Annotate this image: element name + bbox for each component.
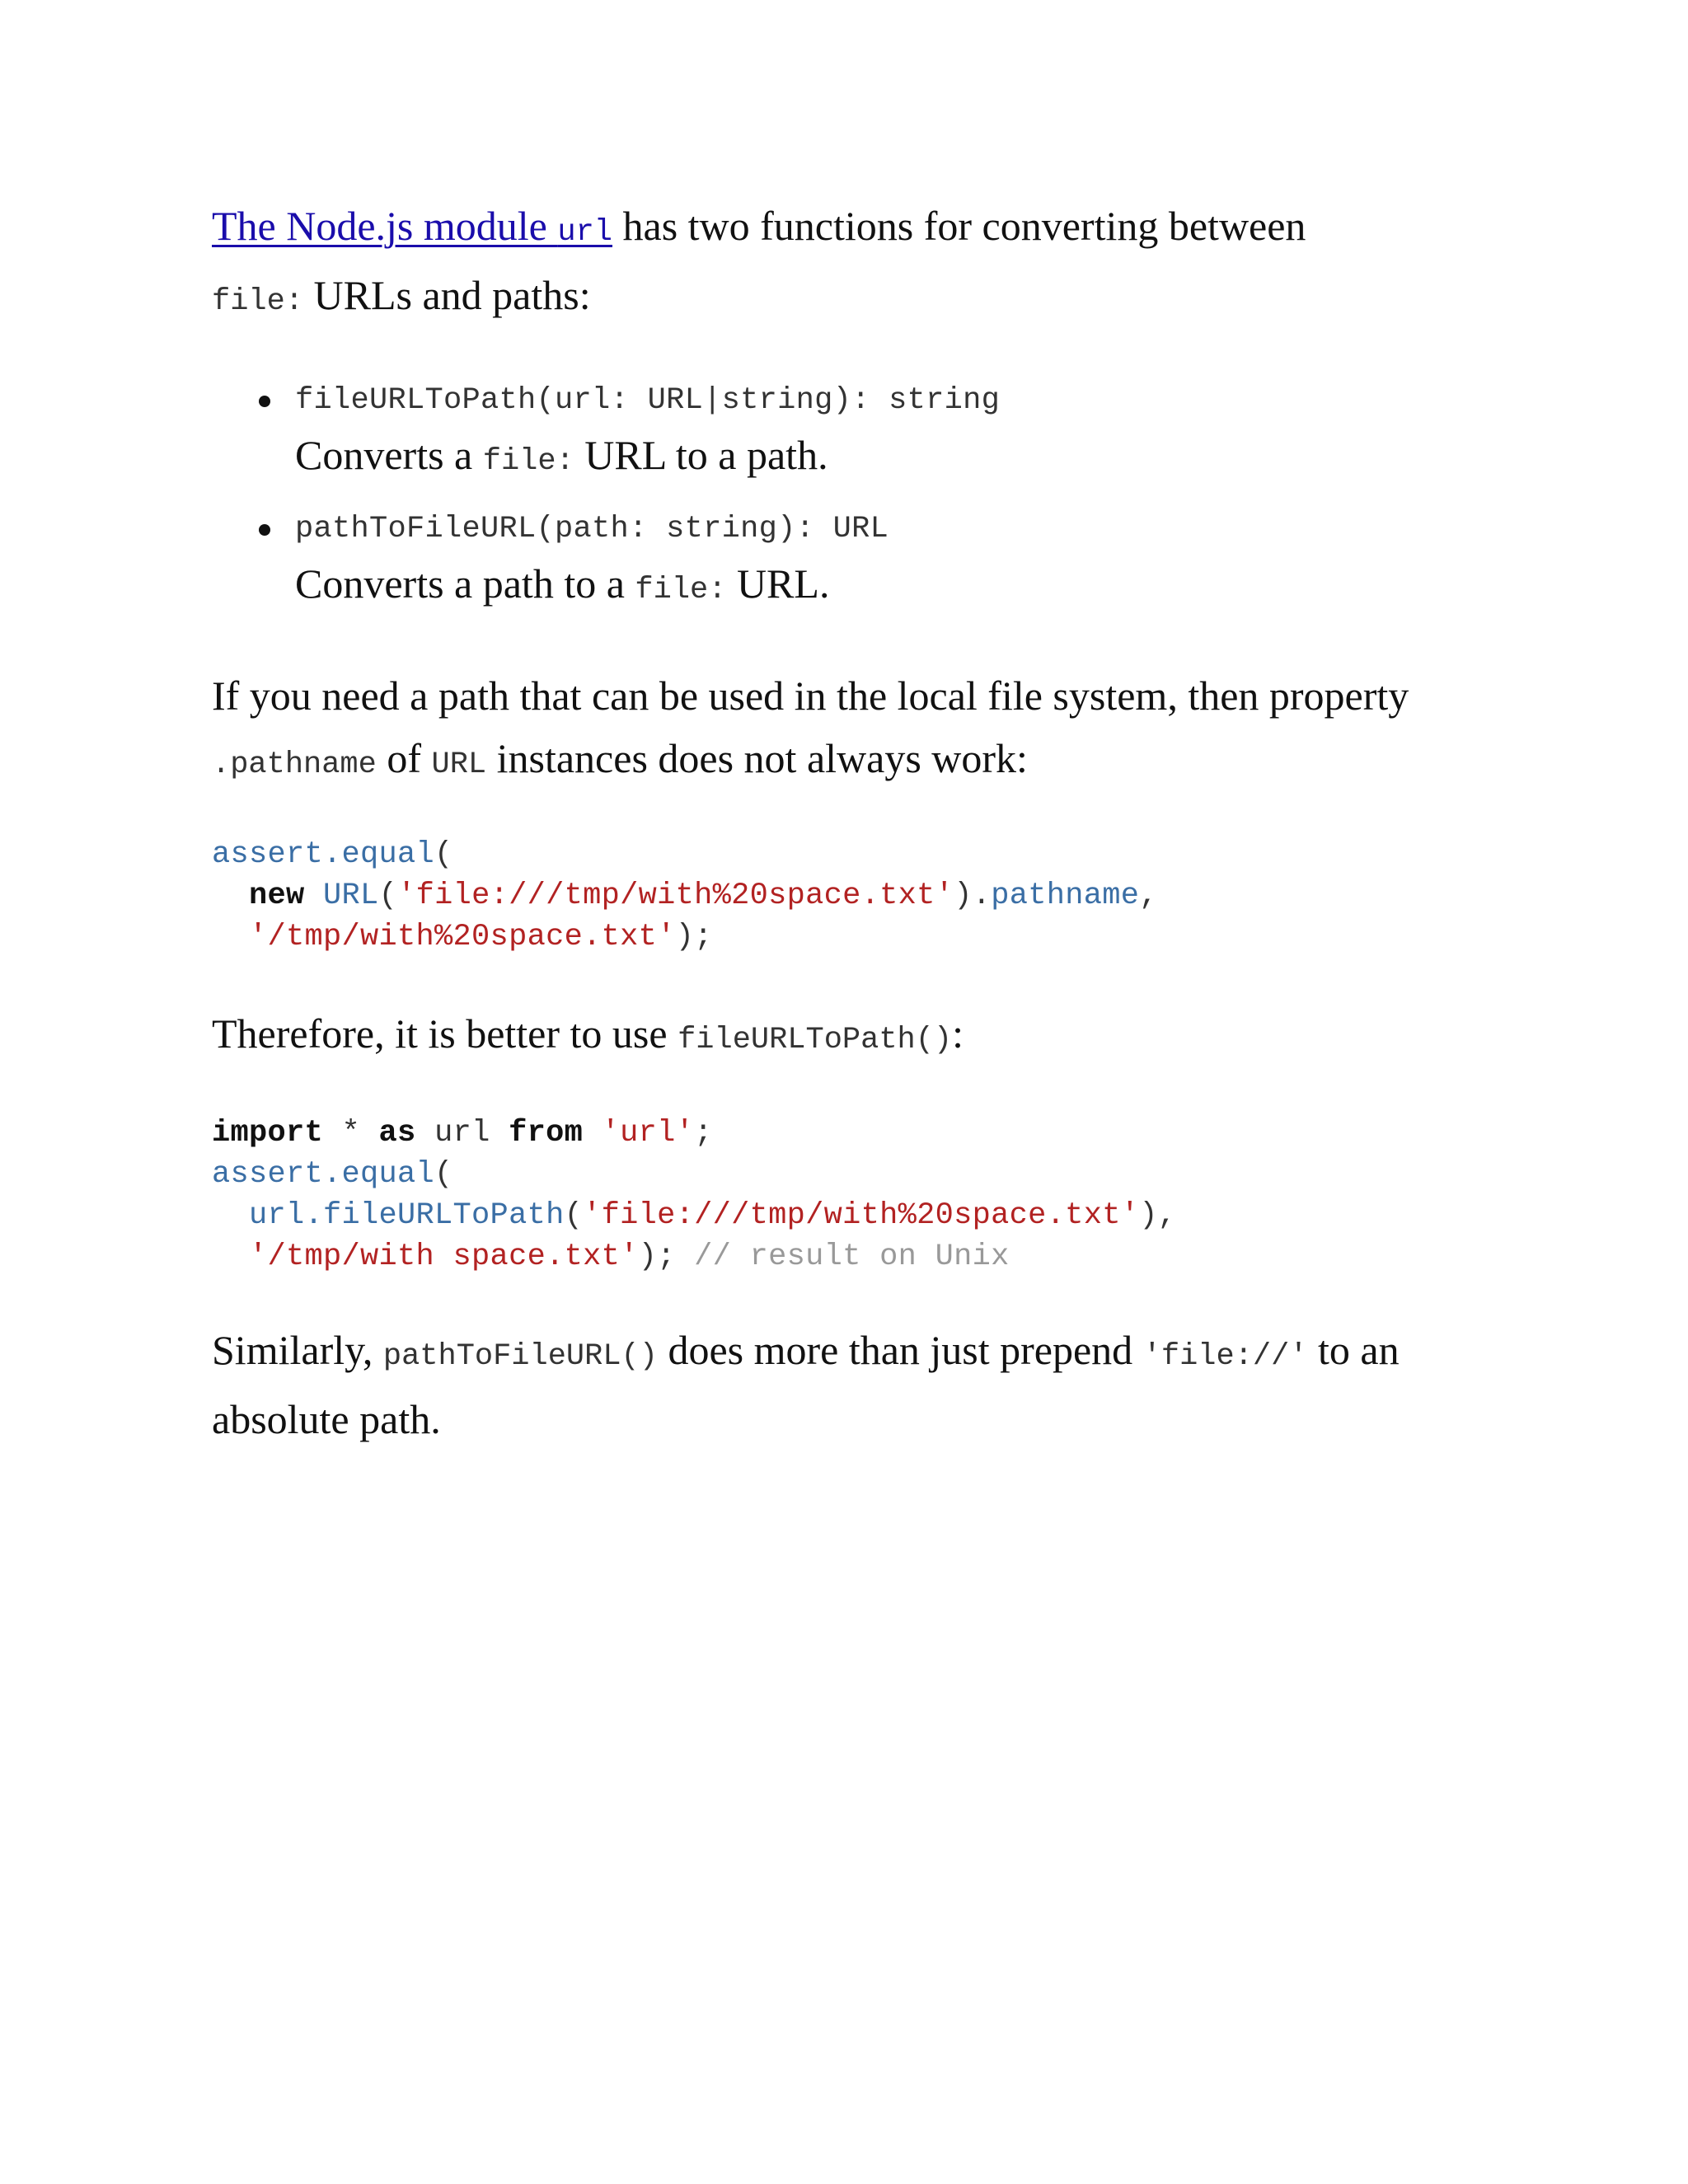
link-code-url[interactable]: url [557, 215, 612, 250]
code-token: ), [1139, 1198, 1177, 1233]
code-token: url [415, 1116, 509, 1151]
code-token: ; [694, 1116, 713, 1151]
function-signature: fileURLToPath(url: URL|string): string [295, 383, 1001, 418]
intro-paragraph [212, 194, 1498, 333]
link-text[interactable]: The Node.js module [212, 203, 558, 249]
code-token [212, 1240, 249, 1274]
code-token: ( [434, 837, 453, 872]
pathname-paragraph [212, 664, 1498, 796]
desc-code: file: [635, 573, 727, 607]
code-token [305, 879, 324, 913]
code-token [212, 879, 249, 913]
desc-text-1: Converts a path to a [295, 560, 635, 607]
para4-code-file-prefix: 'file://' [1142, 1339, 1308, 1374]
pathtofileurl-paragraph [212, 1319, 1498, 1451]
code-token: assert.equal [212, 1157, 435, 1192]
code-token: ( [564, 1198, 584, 1233]
code-token: ( [434, 1157, 453, 1192]
desc-code: file: [482, 444, 574, 479]
bullet-icon [259, 524, 270, 536]
code-token: URL [323, 879, 379, 913]
api-function-list [212, 379, 1498, 621]
code-token: '/tmp/with space.txt' [249, 1240, 639, 1274]
list-item-pathtofileurl [295, 508, 1498, 621]
list-item-fileurltopath [295, 379, 1498, 493]
function-description [295, 424, 1498, 493]
para4-text-1: Similarly, [212, 1327, 383, 1373]
para3-code-fileurltopath: fileURLToPath() [678, 1023, 953, 1057]
bullet-icon [259, 396, 270, 407]
code-token: 'file:///tmp/with%20space.txt' [397, 879, 954, 913]
intro-text-2: URLs and paths: [303, 272, 591, 318]
desc-text-2: URL. [726, 560, 830, 607]
para2-code-url: URL [431, 748, 487, 782]
code-token: , [1139, 879, 1158, 913]
code-token: * [323, 1116, 379, 1151]
code-token: '/tmp/with%20space.txt' [249, 920, 676, 954]
para2-code-pathname: .pathname [212, 748, 377, 782]
code-token: import [212, 1116, 324, 1151]
code-token: ); [675, 920, 713, 954]
code-token: pathname [991, 879, 1140, 913]
code-token: ). [954, 879, 992, 913]
code-comment: // result on Unix [694, 1240, 1010, 1274]
code-token: new [249, 879, 305, 913]
code-token: ); [638, 1240, 695, 1274]
para2-text-2: of [376, 735, 432, 781]
code-token [212, 1198, 249, 1233]
intro-text-1: has two functions for converting between [612, 203, 1306, 249]
desc-text-2: URL to a path. [574, 432, 828, 478]
code-token: ( [378, 879, 398, 913]
code-token [583, 1116, 602, 1151]
para4-text-3: to an absolute path. [212, 1327, 1400, 1442]
document-page [212, 194, 1498, 1451]
better-approach-paragraph [212, 1002, 1498, 1071]
code-block-fileurltopath [212, 1113, 1498, 1277]
code-token: assert.equal [212, 837, 435, 872]
function-description [295, 552, 1498, 621]
code-token [212, 920, 249, 954]
code-block-pathname [212, 834, 1498, 958]
node-url-module-link[interactable] [212, 203, 612, 249]
code-token: from [509, 1116, 584, 1151]
code-token: url.fileURLToPath [249, 1198, 565, 1233]
code-token: as [378, 1116, 416, 1151]
function-signature: pathToFileURL(path: string): URL [295, 512, 889, 546]
code-token: 'url' [601, 1116, 695, 1151]
code-token: 'file:///tmp/with%20space.txt' [583, 1198, 1140, 1233]
desc-text-1: Converts a [295, 432, 483, 478]
para4-code-pathtofileurl: pathToFileURL() [382, 1339, 658, 1374]
para2-text-1: If you need a path that can be used in the local file system, then property [212, 673, 1409, 719]
para4-text-2: does more than just prepend [657, 1327, 1143, 1373]
para3-text-2: : [952, 1010, 964, 1057]
para2-text-3: instances does not always work: [486, 735, 1028, 781]
para3-text-1: Therefore, it is better to use [212, 1010, 678, 1057]
intro-code-file: file: [212, 284, 304, 319]
